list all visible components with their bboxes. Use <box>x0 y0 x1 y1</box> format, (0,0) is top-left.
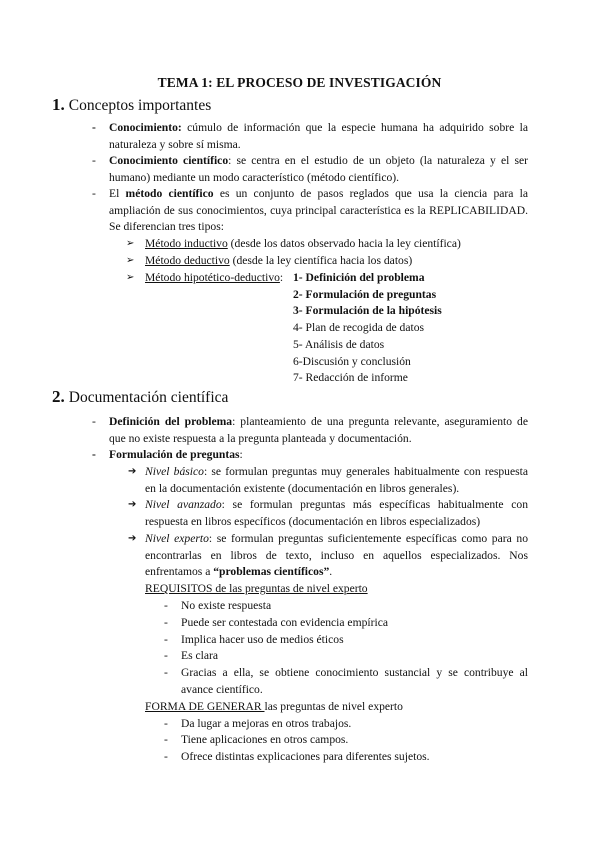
definition-prefix: El <box>109 187 126 200</box>
arrow-right-icon: ➔ <box>128 499 137 510</box>
method-type-inductivo <box>145 236 461 253</box>
problemas-cientificos: “problemas científicos” <box>213 565 330 579</box>
colon: : <box>239 448 243 461</box>
bullet-dash: - <box>164 666 168 679</box>
term-conocimiento: Conocimiento: <box>109 121 182 134</box>
method-type-deductivo <box>145 253 412 270</box>
arrow-right-icon: ➔ <box>128 533 137 544</box>
bullet-dash: - <box>164 599 168 612</box>
definition-metodo-cientifico: es un conjunto de pasos reglados que usa la ciencia para la ampliación de sus conocimientos, cuya principal característica es la REPLICABILIDAD. Se diferencian tres tipos: <box>109 187 529 234</box>
requisito-item: Puede ser contestada con evidencia empírica <box>181 616 388 629</box>
concept-conocimiento <box>109 120 528 153</box>
bullet-dash: - <box>164 616 168 629</box>
method-name: Método inductivo <box>145 237 228 250</box>
method-step: 7- Redacción de informe <box>293 371 408 385</box>
definicion-problema <box>109 414 528 447</box>
bullet-dash: - <box>164 750 168 763</box>
arrow-bullet-icon: ➢ <box>126 255 135 266</box>
bullet-dash: - <box>164 717 168 730</box>
section-2-number: 2. <box>52 387 65 406</box>
bullet-dash: - <box>164 633 168 646</box>
level-text: : se formulan preguntas muy generales habitualmente con respuesta en la documentación existente (documentación en libros generales). <box>145 465 528 495</box>
level-text: : se formulan preguntas suficientemente específicas como para no encontrarlas en libros de texto, incluso en aquellos especializados. Nos enfrentamos a <box>145 532 528 579</box>
requisito-item: Es clara <box>181 649 219 662</box>
level-name: Nivel experto <box>145 532 209 545</box>
forma-heading <box>145 699 403 716</box>
forma-item: Tiene aplicaciones en otros campos. <box>181 733 349 746</box>
bullet-dash: - <box>92 187 96 200</box>
period: . <box>329 565 333 579</box>
concept-metodo-cientifico <box>109 186 528 236</box>
method-step: 5- Análisis de datos <box>293 337 385 351</box>
method-step: 1- Definición del problema <box>293 271 425 284</box>
bullet-dash: - <box>92 121 96 134</box>
section-1-heading <box>52 95 211 115</box>
forma-heading-rest: las preguntas de nivel experto <box>264 700 403 713</box>
term-formulacion-preguntas: Formulación de preguntas <box>109 448 240 461</box>
level-name: Nivel avanzado <box>145 498 222 511</box>
forma-item: Ofrece distintas explicaciones para diferentes sujetos. <box>181 750 430 763</box>
forma-heading-underlined: FORMA DE GENERAR <box>145 700 265 713</box>
method-step: 2- Formulación de preguntas <box>293 287 437 301</box>
method-step: 6-Discusión y conclusión <box>293 354 411 368</box>
term-metodo-cientifico: método científico <box>125 187 214 200</box>
requisito-item: Implica hacer uso de medios éticos <box>181 633 344 646</box>
section-1-title: Conceptos importantes <box>68 97 212 114</box>
method-desc: (desde los datos observado hacia la ley científica) <box>227 237 461 250</box>
level-name: Nivel básico <box>145 465 204 478</box>
formulacion-preguntas <box>109 447 243 464</box>
requisito-item: No existe respuesta <box>181 599 272 612</box>
requisitos-heading-underlined: REQUISITOS de las preguntas de nivel experto <box>145 582 368 595</box>
bullet-dash: - <box>92 154 96 167</box>
bullet-dash: - <box>92 448 96 461</box>
text-definicion-problema: : planteamiento de una pregunta relevante, aseguramiento de que no existe respuesta a la pregunta planteada y documentación. <box>109 415 528 445</box>
method-step: 3- Formulación de la hipótesis <box>293 304 442 318</box>
page-title: TEMA 1: EL PROCESO DE INVESTIGACIÓN <box>157 75 442 90</box>
nivel-experto <box>145 531 528 581</box>
requisitos-heading <box>145 581 368 598</box>
method-steps-list <box>293 270 442 387</box>
bullet-dash: - <box>164 649 168 662</box>
bullet-dash: - <box>164 733 168 746</box>
arrow-bullet-icon: ➢ <box>126 272 135 283</box>
forma-item: Da lugar a mejoras en otros trabajos. <box>181 717 352 730</box>
nivel-avanzado <box>145 497 528 530</box>
method-desc: : <box>279 271 284 284</box>
method-desc: (desde la ley científica hacia los datos) <box>229 254 413 267</box>
method-type-hipotetico-deductivo <box>145 270 283 287</box>
section-2-title: Documentación científica <box>68 389 229 406</box>
method-step: 4- Plan de recogida de datos <box>293 321 425 335</box>
definition-conocimiento: cúmulo de información que la especie humana ha adquirido sobre la naturaleza y sobre sí misma. <box>109 121 528 151</box>
concept-conocimiento-cientifico <box>109 153 528 186</box>
bullet-dash: - <box>92 415 96 428</box>
term-definicion-problema: Definición del problema <box>109 415 233 428</box>
arrow-bullet-icon: ➢ <box>126 238 135 249</box>
section-2-heading <box>52 387 228 407</box>
level-text: : se formulan preguntas más específicas habitualmente con respuesta en libros específicos (documentación en libros especializados) <box>145 498 528 528</box>
nivel-basico <box>145 464 528 497</box>
method-name: Método deductivo <box>145 254 230 267</box>
method-name: Método hipotético-deductivo <box>145 271 280 284</box>
arrow-right-icon: ➔ <box>128 466 137 477</box>
definition-conocimiento-cientifico: : se centra en el estudio de un objeto (la naturaleza y el ser humano) mediante un modo característico (método científico). <box>109 154 528 184</box>
requisito-item: Gracias a ella, se obtiene conocimiento sustancial y se contribuye al avance científico. <box>181 666 528 696</box>
term-conocimiento-cientifico: Conocimiento científico <box>109 154 229 167</box>
section-1-number: 1. <box>52 95 65 114</box>
